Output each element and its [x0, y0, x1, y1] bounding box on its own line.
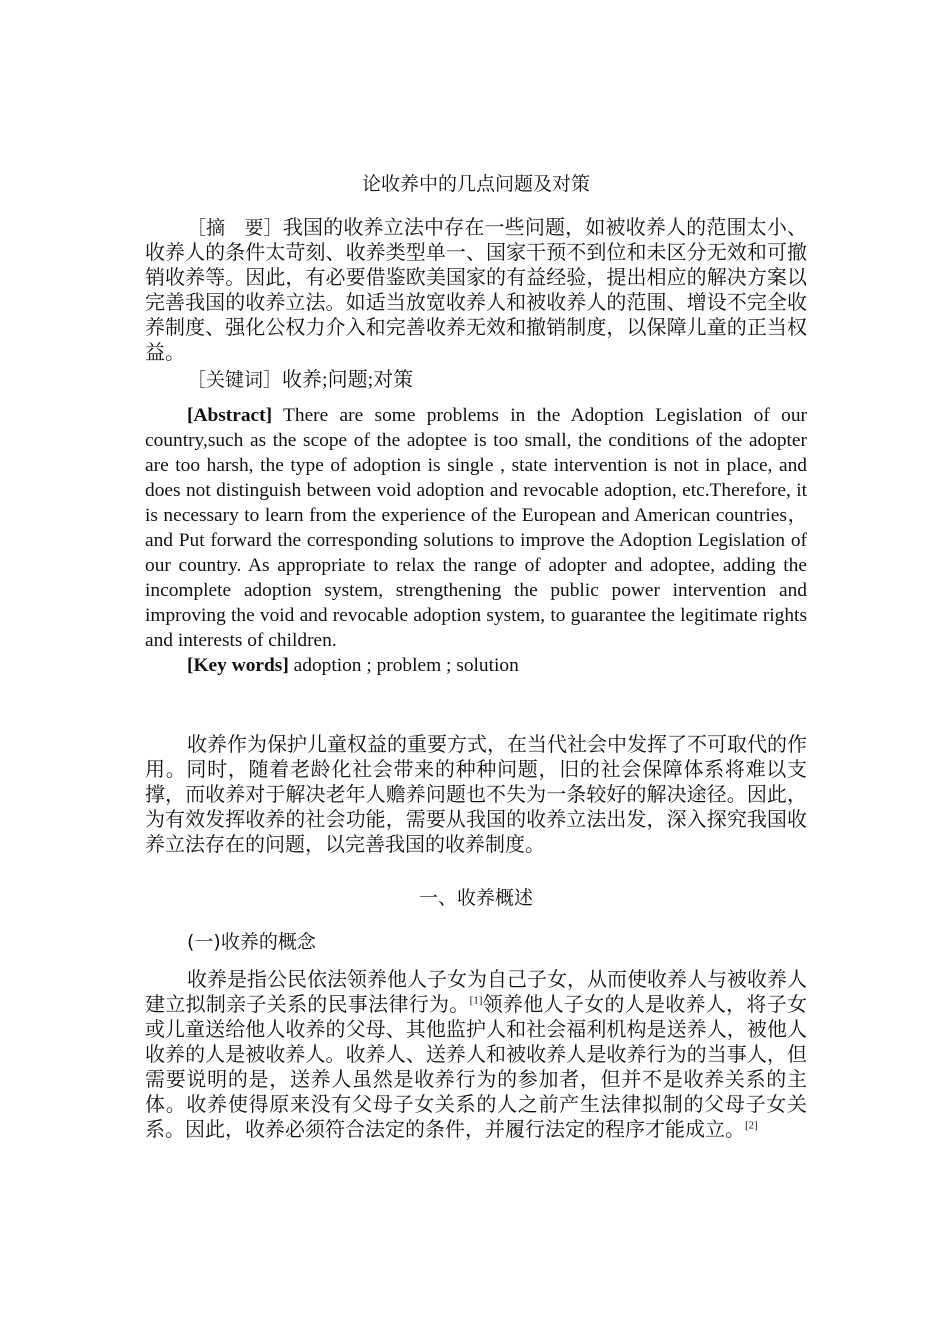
abstract-en-label: [Abstract] — [187, 405, 273, 426]
document-page — [145, 170, 807, 1143]
section-spacer — [145, 678, 807, 733]
concept-paragraph-part1: 收养是指公民依法领养他人子女为自己子女，从而使收养人与被收养人建立拟制亲子关系的民事法律行为。 — [145, 969, 807, 1016]
keywords-en — [145, 653, 807, 678]
intro-paragraph: 收养作为保护儿童权益的重要方式，在当代社会中发挥了不可取代的作用。同时，随着老龄化社会带来的种种问题，旧的社会保障体系将难以支撑，而收养对于解决老年人赡养问题也不失为一条较好的解决途径。因此，为有效发挥收养的社会功能，需要从我国的收养立法出发，深入探究我国收养立法存在的问题，以完善我国的收养制度。 — [145, 734, 807, 856]
keywords-zh-label: ［关键词］ — [187, 369, 283, 391]
concept-paragraph-part2: 领养他人子女的人是收养人，将子女或儿童送给他人收养的父母、其他监护人和社会福利机构是送养人，被他人收养的人是被收养人。收养人、送养人和被收养人是收养行为的当事人，但需要说明的是，送养人虽然是收养行为的参加者，但并不是收养关系的主体。收养使得原来没有父母子女关系的人之前产生法律拟制的父母子女关系。因此，收养必须符合法定的条件，并履行法定的程序才能成立。 — [145, 994, 808, 1141]
document-title: 论收养中的几点问题及对策 — [361, 173, 590, 195]
keywords-en-label: [Key words] — [187, 655, 289, 676]
abstract-zh-label: ［摘 要］ — [187, 217, 283, 239]
subsection-1-title: (一)收养的概念 — [187, 931, 316, 953]
section-1-title: 一、收养概述 — [418, 887, 533, 909]
abstract-en — [145, 403, 807, 653]
concept-paragraph — [145, 968, 807, 1143]
citation-ref-1[interactable]: [1] — [469, 994, 483, 1007]
abstract-en-text: There are some problems in the Adoption Legislation of our country,such as the scope of the adoptee is too small, the conditions of the adopter are too harsh, the type of adoption is single , state intervention is not in place, and does not distinguish between void adoption and revocable adoption, etc.Therefore, it is necessary to learn from the experience of the European and American countries， and Put forward the corresponding solutions to improve the Adoption Legislation of our country. As appropriate to relax the range of adopter and adoptee, adding the incomplete adoption system, strengthening the public power intervention and improving the void and revocable adoption system, to guarantee the legitimate rights and interests of children. — [145, 405, 807, 651]
abstract-zh — [145, 216, 807, 366]
keywords-en-text: adoption ; problem ; solution — [288, 655, 519, 676]
citation-ref-2[interactable]: [2] — [745, 1119, 758, 1132]
abstract-zh-text: 我国的收养立法中存在一些问题，如被收养人的范围太小、收养人的条件太苛刻、收养类型单一、国家干预不到位和未区分无效和可撤销收养等。因此，有必要借鉴欧美国家的有益经验，提出相应的解决方案以完善我国的收养立法。如适当放宽收养人和被收养人的范围、增设不完全收养制度、强化公权力介入和完善收养无效和撤销制度，以保障儿童的正当权益。 — [145, 217, 807, 364]
keywords-zh — [145, 368, 807, 393]
keywords-zh-text: 收养;问题;对策 — [282, 369, 414, 391]
